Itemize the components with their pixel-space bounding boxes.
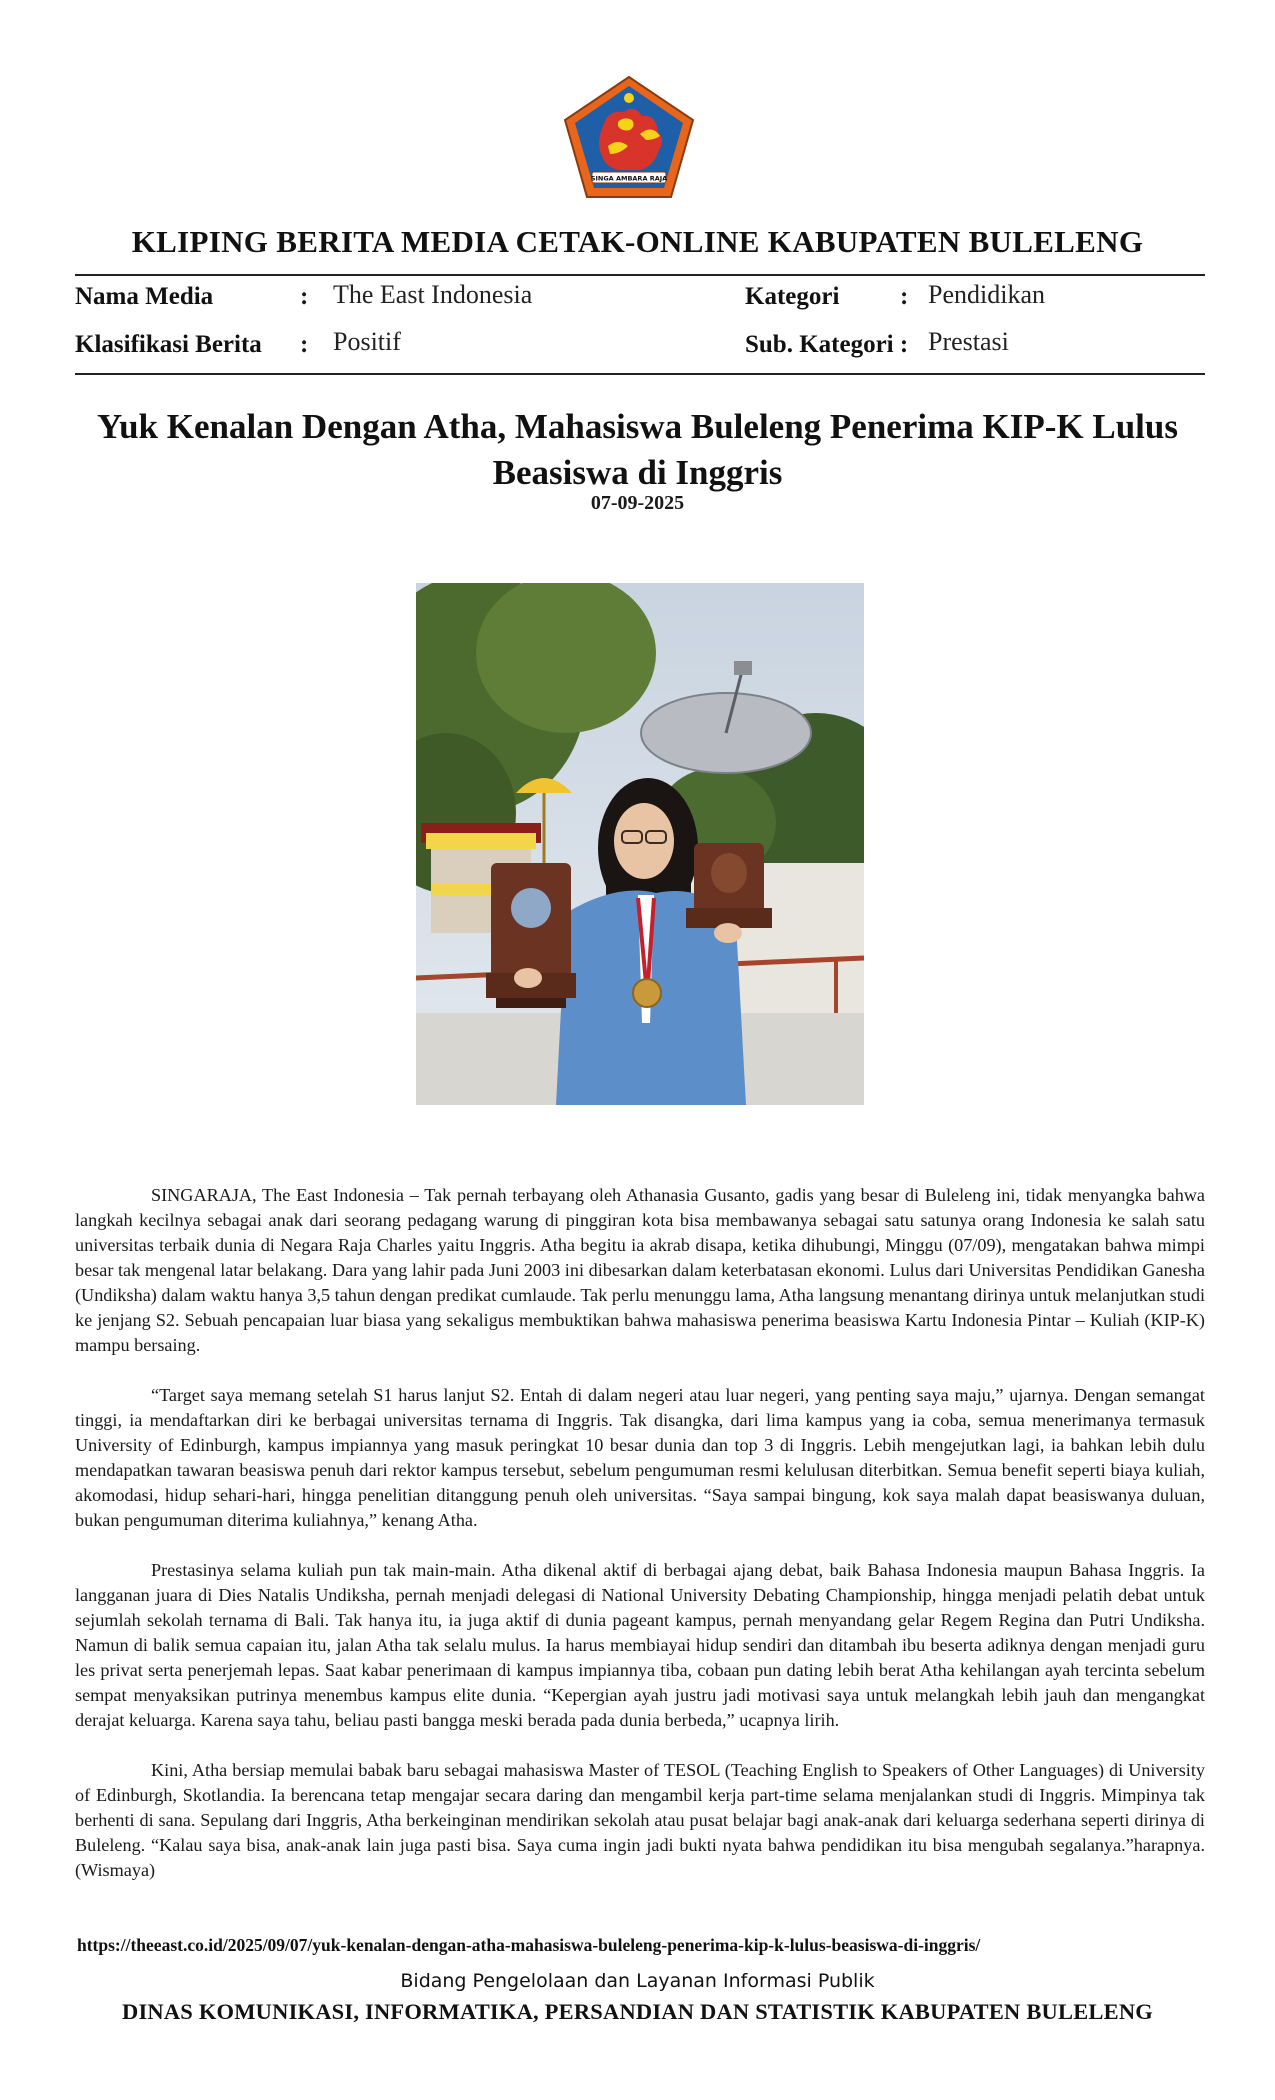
article-body (75, 1183, 1205, 1908)
article-paragraph-2: “Target saya memang setelah S1 harus lanjut S2. Entah di dalam negeri atau luar negeri, yang penting saya maju,” ujarnya. Dengan semangat tinggi, ia mendaftarkan diri ke berbagai universitas ternama di Inggris. Tak disangka, dari lima kampus yang ia coba, semua menerimanya termasuk University of Edinburgh, kampus impiannya yang masuk peringkat 10 besar dunia dan top 3 di Inggris. Lebih mengejutkan lagi, ia bahkan lebih dulu mendapatkan tawaran beasiswa penuh dari rektor kampus tersebut, sebelum pengumuman resmi kelulusan diterbitkan. Semua benefit seperti biaya kuliah, akomodasi, hidup sehari-hari, hingga penelitian ditanggung penuh oleh universitas. “Saya sampai bingung, kok saya malah dapat beasiswanya duluan, bukan pengumuman diterima kuliahnya,” kenang Atha. (75, 1385, 1205, 1530)
article-date: 07-09-2025 (590, 492, 685, 514)
article-paragraph-3: Prestasinya selama kuliah pun tak main-main. Atha dikenal aktif di berbagai ajang debat, baik Bahasa Indonesia maupun Bahasa Inggris. Ia langganan juara di Dies Natalis Undiksha, pernah menjadi delegasi di National University Debating Championship, hingga menjadi pelatih debat untuk sejumlah sekolah ternama di Bali. Tak hanya itu, ia juga aktif di dunia pageant kampus, pernah menyandang gelar Regem Regina dan Putri Undiksha. Namun di balik semua capaian itu, jalan Atha tak selalu mulus. Ia harus membiayai hidup sendiri dan ditambah ibu beserta adiknya dengan menjadi guru les privat serta penerjemah lepas. Saat kabar penerimaan di kampus impiannya tiba, cobaan pun dating lebih berat Atha kehilangan ayah tercinta sebelum sempat menyaksikan putrinya menembus kampus elite dunia. “Kepergian ayah justru jadi motivasi saya untuk melangkah lebih jauh dan mengangkat derajat keluarga. Karena saya tahu, beliau pasti bangga meski berada pada dunia berbeda,” ucapnya lirih. (75, 1560, 1205, 1730)
subcategory-value: Prestasi (928, 327, 1009, 356)
classification-value: Positif (333, 327, 401, 356)
classification-colon: : (300, 331, 309, 358)
classification-label: Klasifikasi Berita (75, 331, 262, 358)
header-top-rule (75, 274, 1205, 276)
source-url-link[interactable]: https://theeast.co.id/2025/09/07/yuk-kenalan-dengan-atha-mahasiswa-buleleng-penerima-kip-k-lulus-beasiswa-di-inggris/ (77, 1935, 981, 1955)
buleleng-regency-logo (562, 74, 696, 200)
article-paragraph-4: Kini, Atha bersiap memulai babak baru sebagai mahasiswa Master of TESOL (Teaching English to Speakers of Other Languages) di University of Edinburgh, Skotlandia. Ia berencana tetap mengajar secara daring dan mengambil kerja part-time selama menjalankan studi di Inggris. Mimpinya tak berhenti di sana. Sepulang dari Inggris, Atha berkeinginan mendirikan sekolah atau pusat belajar bagi anak-anak dari keluarga sederhana seperti dirinya di Buleleng. “Kalau saya bisa, anak-anak lain juga pasti bisa. Saya cuma ingin jadi bukti nyata bahwa pendidikan itu bisa mengubah segalanya.”harapnya.(Wismaya) (75, 1760, 1205, 1880)
category-value: Pendidikan (928, 280, 1045, 309)
media-name-value: The East Indonesia (333, 280, 533, 309)
footer-department: Bidang Pengelolaan dan Layanan Informasi Publik (400, 1970, 875, 1992)
subcategory-label: Sub. Kategori : (745, 331, 909, 358)
article-title: Yuk Kenalan Dengan Atha, Mahasiswa Buleleng Penerima KIP-K Lulus Beasiswa di Inggris (97, 407, 1178, 492)
article-paragraph-1: SINGARAJA, The East Indonesia – Tak pernah terbayang oleh Athanasia Gusanto, gadis yang besar di Buleleng ini, tidak menyangka bahwa langkah kecilnya sebagai anak dari seorang pedagang warung di pinggiran kota bisa membawanya sebagai satu satunya orang Indonesia ke salah satu universitas terbaik dunia di Negara Raja Charles yaitu Inggris. Atha begitu ia akrab disapa, ketika dihubungi, Minggu (07/09), mengatakan bahwa mimpi besar tak mengenal latar belakang. Dara yang lahir pada Juni 2003 ini dibesarkan dalam keterbatasan ekonomi. Lulus dari Universitas Pendidikan Ganesha (Undiksha) dalam waktu hanya 3,5 tahun dengan predikat cumlaude. Tak perlu menunggu lama, Atha langsung menantang dirinya untuk melanjutkan studi ke jenjang S2. Sebuah pencapaian luar biasa yang sekaligus membuktikan bahwa mahasiswa penerima beasiswa Kartu Indonesia Pintar – Kuliah (KIP-K) mampu bersaing. (75, 1185, 1205, 1355)
category-colon: : (900, 283, 909, 310)
category-label: Kategori (745, 283, 840, 310)
document-header-title: KLIPING BERITA MEDIA CETAK-ONLINE KABUPATEN BULELENG (131, 224, 1144, 259)
media-name-colon: : (300, 283, 309, 310)
article-photo (416, 583, 864, 1105)
svg-text:SINGA AMBARA RAJA: SINGA AMBARA RAJA (590, 174, 668, 183)
footer-agency: DINAS KOMUNIKASI, INFORMATIKA, PERSANDIAN DAN STATISTIK KABUPATEN BULELENG (122, 1999, 1153, 2024)
header-bottom-rule (75, 373, 1205, 375)
media-name-label: Nama Media (75, 283, 214, 310)
